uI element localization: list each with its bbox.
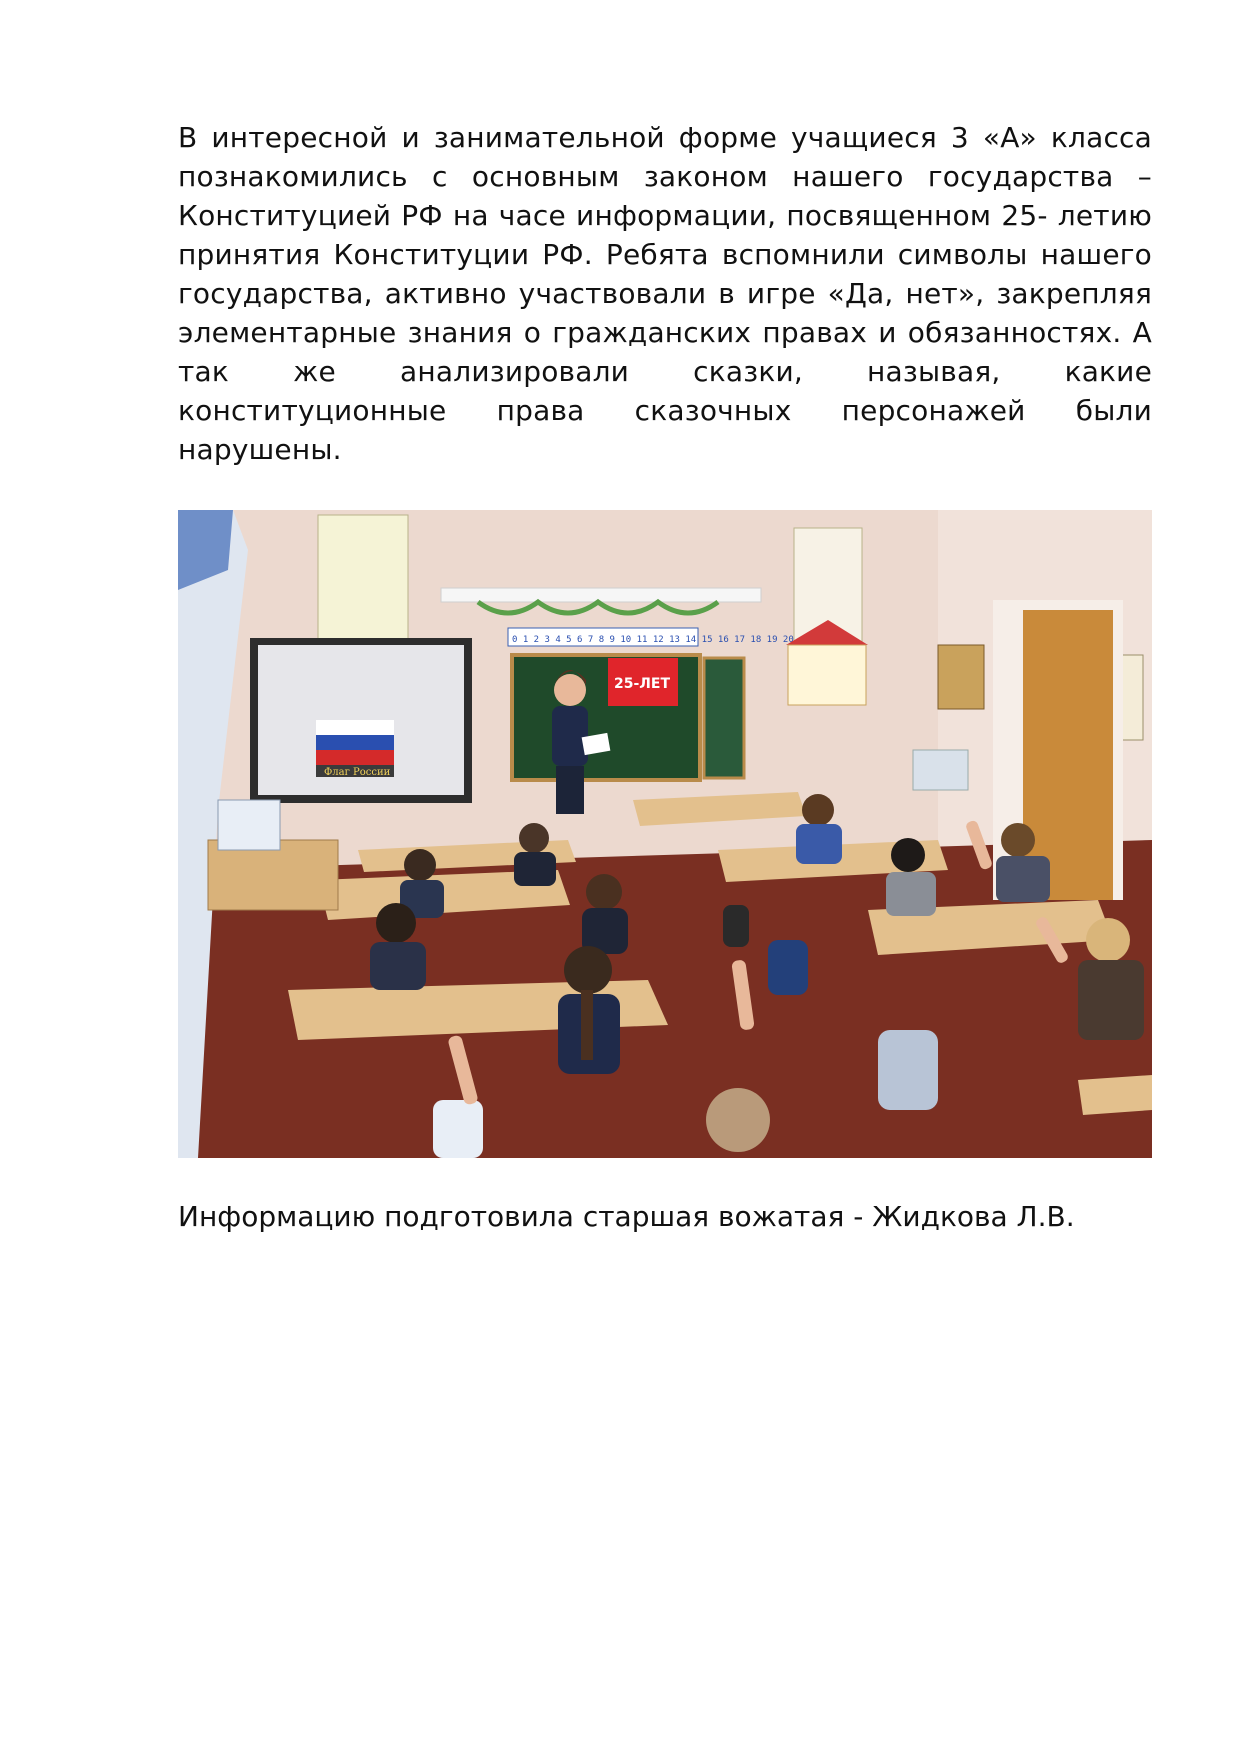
- wall-poster: [318, 515, 408, 640]
- board-banner-text: 25-ЛЕТ: [614, 676, 671, 692]
- student-head: [1086, 918, 1130, 962]
- student-head: [564, 946, 612, 994]
- desk: [1078, 1075, 1152, 1115]
- backpack: [878, 1030, 938, 1110]
- student-body: [996, 856, 1050, 902]
- article-caption: Информацию подготовила старшая вожатая - Жидкова Л.В.: [178, 1200, 1075, 1233]
- student-head: [706, 1088, 770, 1152]
- desk-organizer: [218, 800, 280, 850]
- student-head: [891, 838, 925, 872]
- house-poster: [788, 645, 866, 705]
- sink: [913, 750, 968, 790]
- flag-stripe-blue: [316, 735, 394, 750]
- teacher-head: [554, 674, 586, 706]
- backpack: [723, 905, 749, 947]
- teacher-skirt: [556, 766, 584, 814]
- student-head: [586, 874, 622, 910]
- student-body: [1078, 960, 1144, 1040]
- teacher-vest: [552, 706, 588, 766]
- student-body: [370, 942, 426, 990]
- student-body: [514, 852, 556, 886]
- shelf: [441, 588, 761, 602]
- student-head: [404, 849, 436, 881]
- notice-board: [938, 645, 984, 709]
- student-head: [1001, 823, 1035, 857]
- student-head: [802, 794, 834, 826]
- classroom-photo-illustration: [178, 510, 1152, 1158]
- article-body: В интересной и занимательной форме учащиеся 3 «А» класса познакомились с основным законом нашего государства – Конституцией РФ на часе информации, посвященном 25- летию принятия Конституции РФ. Ребята вспомнили символы нашего государства, активно участвовали в игре «Да, нет», закрепляя элементарные знания о гражданских правах и обязанностях. А так же анализировали сказки, называя, какие конституционные права сказочных персонажей были нарушены.: [178, 121, 1152, 466]
- slide-label: Флаг России: [324, 767, 391, 778]
- classroom-photo: [178, 510, 1152, 1158]
- student-body: [796, 824, 842, 864]
- student-head: [376, 903, 416, 943]
- student-head: [519, 823, 549, 853]
- student-braid: [581, 990, 593, 1060]
- flag-stripe-white: [316, 720, 394, 735]
- flag-stripe-red: [316, 750, 394, 765]
- number-strip-text: 0 1 2 3 4 5 6 7 8 9 10 11 12 13 14 15 16 17 18 19 20: [512, 635, 794, 645]
- backpack: [768, 940, 808, 995]
- russian-flag-slide: [316, 720, 394, 778]
- chalkboard-wing: [704, 658, 744, 778]
- student-body: [886, 872, 936, 916]
- student-body: [433, 1100, 483, 1158]
